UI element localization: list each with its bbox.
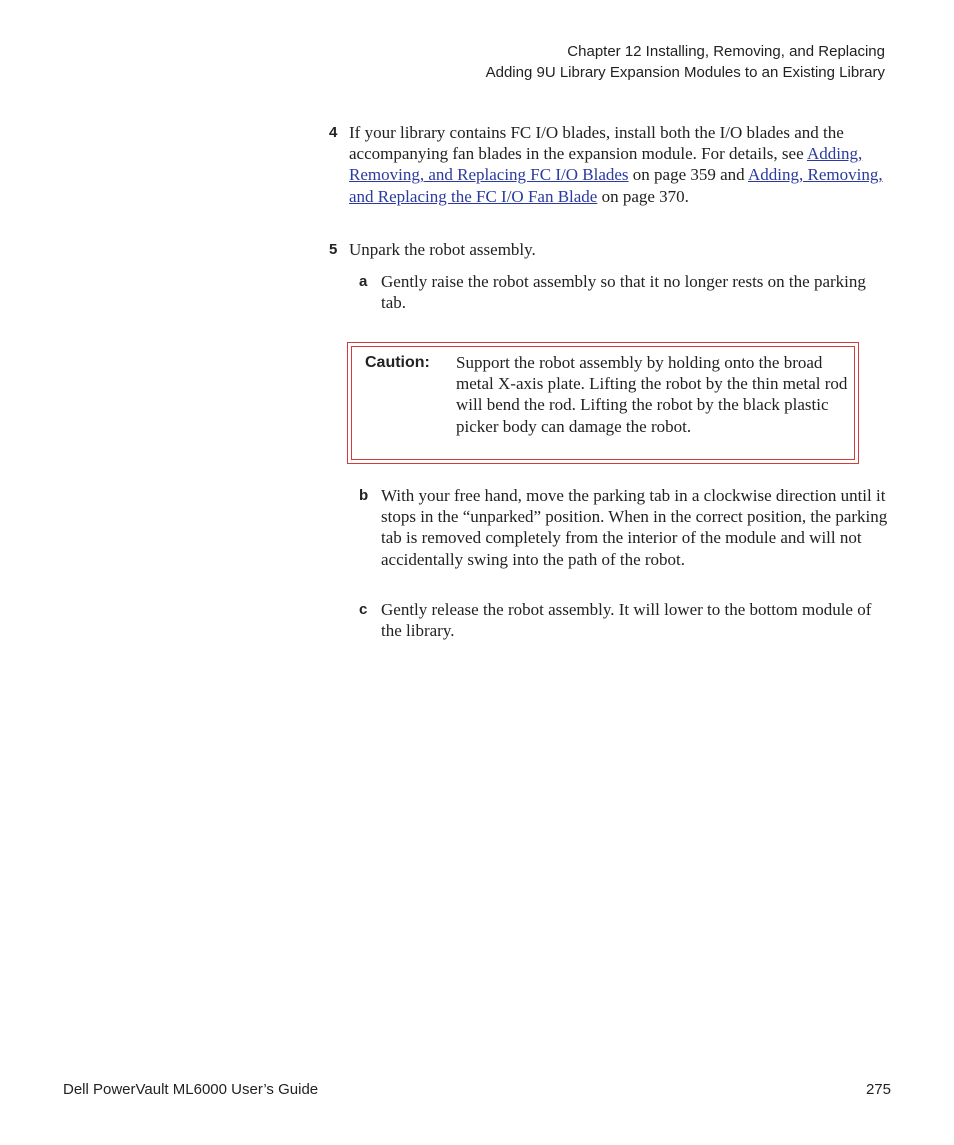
step-text-part: on page 370.	[597, 186, 689, 206]
step-text-part: If your library contains FC I/O blades, install both the I/O blades and the accompanying fan blades in the expansion module. For details, see	[349, 123, 844, 164]
footer-title: Dell PowerVault ML6000 User’s Guide	[63, 1081, 319, 1098]
link-fc-io-fan-blade[interactable]: Adding, Removing, and Replacing the FC I/O Fan Blade	[349, 165, 883, 206]
link-fc-io-blades[interactable]: Adding, Removing, and Replacing FC I/O Blades	[349, 144, 863, 185]
step-number: 4	[329, 124, 338, 141]
substep-text: With your free hand, move the parking tab in a clockwise direction until it stops in the “unparked” position. When in the correct position, the parking tab is removed completely from the interior of the module and will not accidentally swing into the path of the robot.	[381, 486, 888, 569]
substep-text: Gently raise the robot assembly so that it no longer rests on the parking tab.	[381, 272, 866, 313]
caution-inner-border	[351, 346, 855, 460]
substep-letter: b	[359, 487, 369, 504]
caution-text: Support the robot assembly by holding onto the broad metal X-axis plate. Lifting the robot by the thin metal rod will bend the rod. Lifting the robot by the black plastic picker body can damage the robot.	[456, 353, 848, 436]
substep-letter: c	[359, 601, 368, 618]
step-text	[349, 122, 889, 207]
substep-text: Gently release the robot assembly. It will lower to the bottom module of the library.	[381, 600, 872, 641]
step-text: Unpark the robot assembly.	[349, 240, 536, 259]
page-number: 275	[865, 1081, 891, 1098]
running-header-chapter: Chapter 12 Installing, Removing, and Replacing	[567, 43, 885, 60]
caution-label: Caution:	[365, 354, 430, 371]
substep-letter: a	[359, 273, 368, 290]
step-text-part: on page 359 and	[628, 165, 748, 185]
caution-box	[347, 342, 859, 464]
step-number: 5	[329, 241, 338, 258]
running-header-section: Adding 9U Library Expansion Modules to an Existing Library	[485, 64, 885, 81]
